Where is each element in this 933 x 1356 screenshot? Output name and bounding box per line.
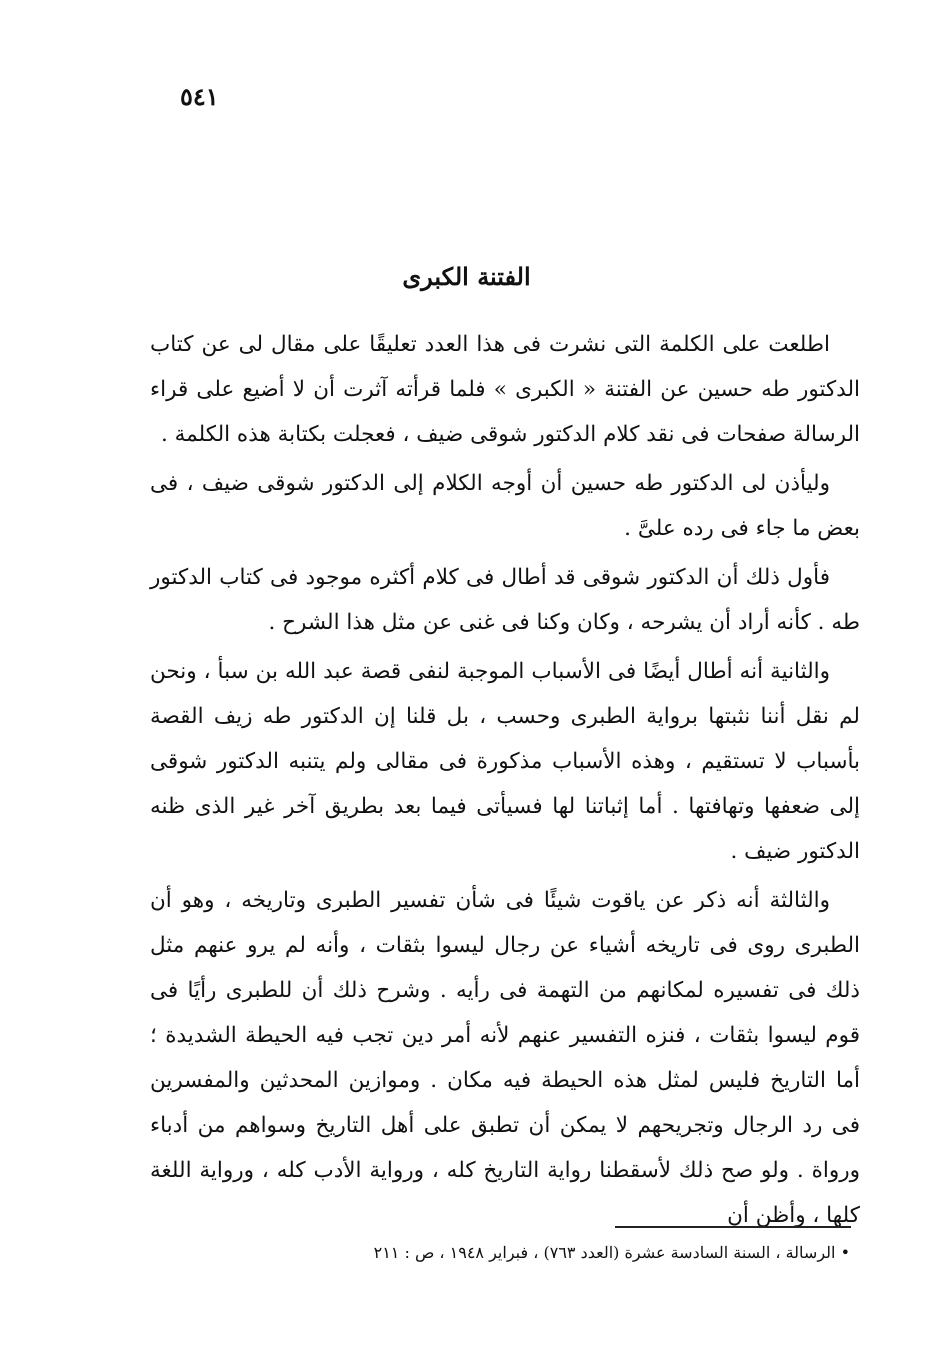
page-number: ٥٤١ — [180, 82, 219, 111]
footnote-divider — [615, 1226, 851, 1228]
paragraph-2: وليأذن لى الدكتور طه حسين أن أوجه الكلام إلى الدكتور شوقى ضيف ، فى بعض ما جاء فى رده علىَّ . — [150, 471, 860, 541]
paragraph-1: اطلعت على الكلمة التى نشرت فى هذا العدد تعليقًا على مقال لى عن كتاب الدكتور طه حسين عن الفتنة « الكبرى » فلما قرأته آثرت أن لا أضيع على قراء الرسالة صفحات فى نقد كلام الدكتور شوقى ضيف ، فعجلت بكتابة هذه الكلمة . — [150, 332, 860, 447]
footnote: • الرسالة ، السنة السادسة عشرة (العدد ٧٦٣) ، فبراير ١٩٤٨ ، ص : ٢١١ — [373, 1243, 850, 1262]
paragraph-4: والثانية أنه أطال أيضًا فى الأسباب الموجبة لنفى قصة عبد الله بن سبأ ، ونحن لم نقل أننا نثبتها برواية الطبرى وحسب ، بل قلنا إن الدكتور طه زيف القصة بأسباب لا تستقيم ، وهذه الأسباب مذكورة فى مقالى ولم يتنبه الدكتور شوقى إلى ضعفها وتهافتها . أما إثباتنا لها فسيأتى فيما بعد بطريق آخر غير الذى ظنه الدكتور ضيف . — [150, 659, 860, 864]
page-title: الفتنة الكبرى — [402, 262, 531, 291]
article-body — [150, 322, 860, 1242]
paragraph-3: فأول ذلك أن الدكتور شوقى قد أطال فى كلام أكثره موجود فى كتاب الدكتور طه . كأنه أراد أن يشرحه ، وكان وكنا فى غنى عن مثل هذا الشرح . — [150, 565, 860, 635]
paragraph-5: والثالثة أنه ذكر عن ياقوت شيئًا فى شأن تفسير الطبرى وتاريخه ، وهو أن الطبرى روى فى تاريخه أشياء عن رجال ليسوا بثقات ، وأنه لم يرو عنهم مثل ذلك فى تفسيره لمكانهم من التهمة فى رأيه . وشرح ذلك أن للطبرى رأيًا فى قوم ليسوا بثقات ، فنزه التفسير عنهم لأنه أمر دين تجب فيه الحيطة الشديدة ؛ أما التاريخ فليس لمثل هذه الحيطة فيه مكان . وموازين المحدثين والمفسرين فى رد الرجال وتجريحهم لا يمكن أن تطبق على أهل التاريخ وسواهم من أدباء ورواة . ولو صح ذلك لأسقطنا رواية التاريخ كله ، ورواية الأدب كله ، ورواية اللغة كلها ، وأظن أن — [150, 888, 860, 1228]
